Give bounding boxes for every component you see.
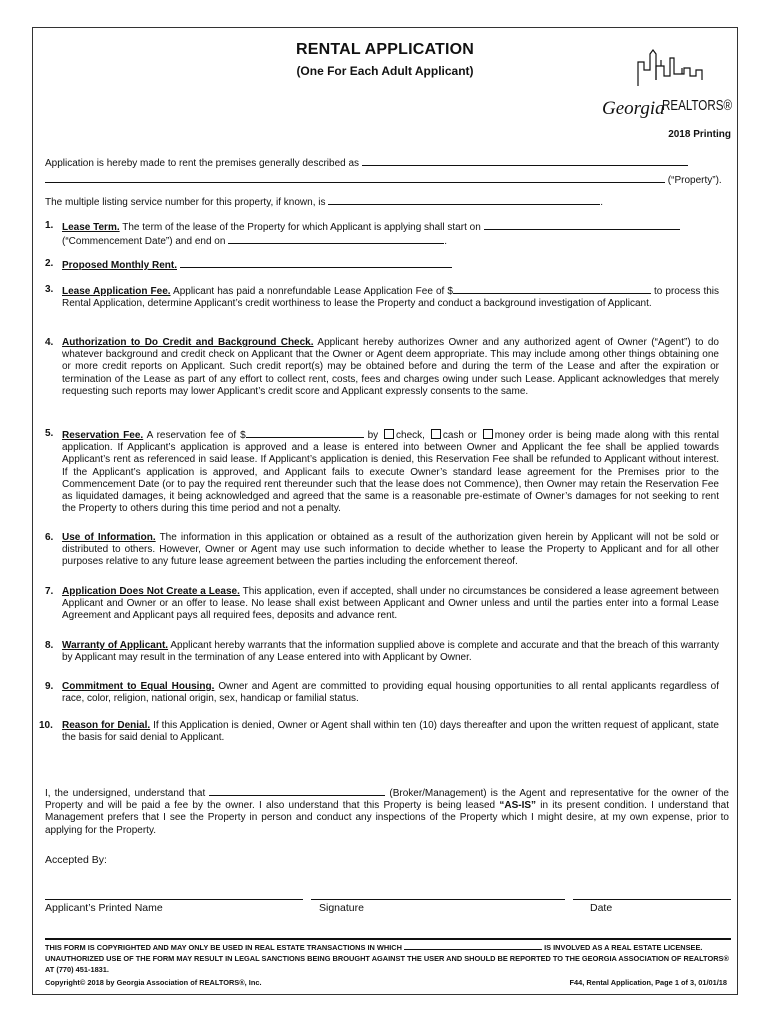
acknowledgement-paragraph [45, 786, 729, 837]
georgia-realtors-logo [598, 40, 738, 124]
printing-year: 2018 Printing [668, 129, 731, 140]
item-heading: Lease Application Fee. [62, 286, 171, 297]
item-heading: Proposed Monthly Rent. [62, 260, 177, 271]
copyright-notice [45, 942, 731, 975]
broker-management-field[interactable] [209, 786, 385, 796]
item-text: This application, even if accepted, shall under no circumstances be considered a lease agreement between Applicant and Owner or an offer to lease. No lease shall exist between Applicant and Owner unless and until the parties enter into a formal Lease Agreement and Applicant pays all required fees, deposits and advance rent. [62, 586, 719, 622]
item-number: 4. [45, 337, 54, 348]
end-date-field[interactable] [228, 234, 444, 244]
item-heading: Warranty of Applicant. [62, 640, 169, 651]
ack-text: I, the undersigned, understand that [45, 788, 206, 799]
check-checkbox[interactable] [384, 429, 394, 439]
item-text: Applicant hereby authorizes Owner and any authorized agent of Owner (“Agent”) to do whatever background and credit check on Applicant that the Owner or Agent deem appropriate. This may include among other things obtaining one or more credit reports on Applicant. Such credit report(s) may be obtained before and during the term of the Lease and after the expiration or termination of the Lease as part of any effort to collect rent, costs, fees and charges owing under such Lease. Applicant acknowledges that merely requesting such reports may lower Applicant’s credit score and Applicant expressly consents to the same. [62, 337, 719, 397]
reservation-fee-field[interactable] [246, 428, 364, 438]
commencement-date-field[interactable] [484, 220, 680, 230]
page-title: RENTAL APPLICATION [295, 41, 475, 58]
item-text: process this Rental Application, determine Applicant’s credit worthiness to lease the Property and conduct a background investigation of Applicant. [62, 286, 720, 310]
monthly-rent-field[interactable] [180, 258, 452, 268]
form-number: F44, Rental Application, Page 1 of 3, 01/01/18 [569, 978, 727, 987]
item-number: 7. [45, 586, 54, 597]
date-line[interactable] [573, 899, 731, 900]
item-number: 6. [45, 532, 54, 543]
mls-number-field[interactable] [328, 195, 600, 205]
item-number: 2. [45, 258, 54, 269]
ack-text: in its present condition. I understand that Management prefers that I see the Property in person and conduct any inspections of the Property which I might desire, at my own expense, prior to applying for the Property. [45, 800, 730, 836]
money-order-checkbox[interactable] [483, 429, 493, 439]
item-number: 8. [45, 640, 54, 651]
item-number: 3. [45, 284, 54, 295]
item-heading: Use of Information. [62, 532, 156, 543]
cash-checkbox[interactable] [431, 429, 441, 439]
premises-description-field[interactable] [362, 156, 688, 166]
item-number: 1. [45, 220, 54, 231]
item-heading: Reservation Fee. [62, 430, 144, 441]
document-page [32, 27, 738, 995]
item-heading: Lease Term. [62, 222, 120, 233]
option-label: money order is being made along with [494, 430, 671, 441]
item-text: Applicant hereby warrants that the information supplied above is complete and accurate and that the breach of this warranty by Applicant may result in the termination of any Lease entered into with Applicant by Owner. [62, 640, 719, 664]
printed-name-line[interactable] [45, 899, 303, 900]
item-heading: Authorization to Do Credit and Background Check. [62, 337, 314, 348]
copyright-line: Copyright© 2018 by Georgia Association of REALTORS®, Inc. [45, 978, 262, 987]
notice-text: THIS FORM IS COPYRIGHTED AND MAY ONLY BE USED IN REAL ESTATE TRANSACTIONS IN WHICH [45, 943, 402, 952]
ack-text: (Broker/Management) is the Agent and representative for the owner of the Property and will be paid a fee by the owner. I also understand that this Property is being leased [45, 788, 729, 812]
item-text: . [444, 236, 447, 248]
accepted-by-label: Accepted By: [45, 854, 107, 866]
item-text: (“Commencement Date”) and end on [62, 236, 226, 248]
item-text: A reservation fee of $ [146, 430, 246, 441]
item-text: to [653, 286, 663, 297]
printed-name-label: Applicant’s Printed Name [45, 902, 163, 914]
as-is-label: “AS-IS” [499, 800, 537, 812]
item-text: Applicant has paid a nonrefundable Lease Application Fee of $ [173, 286, 453, 297]
intro-line1: Application is hereby made to rent the premises generally described as [45, 158, 360, 169]
item-text: If this Application is denied, Owner or Agent shall within ten (10) days thereafter and upon the written request of applicant, state the basis for said denial to Applicant. [62, 720, 719, 744]
item-heading: Reason for Denial. [62, 720, 151, 731]
page-subtitle: (One For Each Adult Applicant) [296, 64, 474, 78]
item-number: 5. [45, 428, 54, 439]
property-suffix: (“Property”). [667, 175, 722, 187]
item-text: The term of the lease of the Property for which Applicant is applying shall start on [122, 222, 481, 233]
footer-divider [45, 938, 731, 940]
application-fee-field[interactable] [453, 284, 651, 294]
premises-description-field-2[interactable] [45, 173, 665, 183]
signature-line[interactable] [311, 899, 565, 900]
item-number: 9. [45, 681, 54, 692]
notice-text: IS INVOLVED AS A REAL ESTATE LICENSEE. UNAUTHORIZED USE OF THE FORM MAY RESULT IN LEGAL SANCTIONS BEING BROUGHT AGAINST THE USER AND SHOULD BE REPORTED TO THE GEORGIA ASSOCIATION OF REALTORS® AT (770) 451-1831. [45, 943, 729, 974]
svg-text:Georgia: Georgia [602, 98, 665, 119]
svg-text:REALTORS®: REALTORS® [662, 97, 732, 114]
date-label: Date [590, 902, 613, 914]
signature-label: Signature [319, 902, 364, 914]
item-text: by [367, 430, 379, 441]
mls-end: . [600, 197, 604, 209]
item-heading: Commitment to Equal Housing. [62, 681, 215, 692]
item-text: this rental application. If Applicant’s application is approved and a lease is entered into between Owner and Applicant the fee shall be applied towards Applicant’s rent as referenced in said lease. If Applicant’s application is denied, this Reservation Fee shall be refunded to Applicant without interest. If the Applicant’s application is approved, and Applicant fails to execute Owner’s standard lease agreement for the Premises prior to the Commencement Date (or to pay the required rent thereunder such that the lease does not Commence), then Owner may retain the Reservation Fee as liquidated damages, it being acknowledged and agreed that the same is a reasonable pre-estimate of Owner’s damages for not seeking to rent the Property to others during this time period and not a penalty. [62, 430, 719, 515]
option-label: check, [396, 430, 425, 441]
option-label: cash or [442, 430, 477, 441]
item-number: 10. [39, 720, 53, 731]
item-text: Owner and Agent are committed to providing equal housing opportunities to all rental applicants regardless of race, color, religion, national origin, sex, handicap or familial status. [62, 681, 719, 705]
item-text: The information in this application or obtained as a result of the authorization given herein by Applicant will not be sold or distributed to others. However, Owner or Agent may use such information to decide whether to lease the Property to Applicant and for all other purposes relative to any future lease agreement between the parties including the enforcement thereof. [62, 532, 719, 568]
item-heading: Application Does Not Create a Lease. [62, 586, 240, 597]
intro-section [45, 156, 727, 210]
mls-label: The multiple listing service number for this property, if known, is [45, 197, 326, 209]
licensee-field[interactable] [404, 942, 542, 950]
